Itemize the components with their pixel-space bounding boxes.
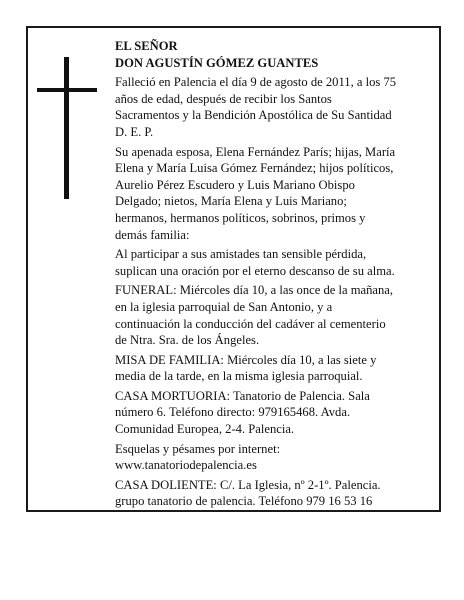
- text-line: grupo tanatorio de palencia. Teléfono 979 16 53 16: [115, 494, 373, 509]
- cross-icon: [37, 57, 97, 199]
- death-notice: [115, 74, 415, 140]
- text-line: Esquelas y pésames por internet:: [115, 441, 281, 456]
- text-line: Su apenada esposa, Elena Fernández París; hijas, María: [115, 144, 396, 159]
- text-line: hermanos, hermanos políticos, sobrinos, primos y: [115, 210, 366, 225]
- text-line: Aurelio Pérez Escudero y Luis Mariano Obispo: [115, 177, 355, 192]
- text-line: FUNERAL: Miércoles día 10, a las once de la mañana,: [115, 283, 394, 298]
- text-line: Comunidad Europea, 2-4. Palencia.: [115, 422, 295, 437]
- cross-horizontal-bar: [37, 88, 97, 92]
- cross-vertical-bar: [64, 57, 69, 199]
- family-mass-info: [115, 352, 415, 385]
- text-line: CASA DOLIENTE: C/. La Iglesia, nº 2-1º. Palencia.: [115, 477, 381, 492]
- text-line: demás familia:: [115, 227, 190, 242]
- text-line: años de edad, después de recibir los Santos: [115, 91, 332, 106]
- text-line: Delgado; nietos, María Elena y Luis Mariano;: [115, 194, 347, 209]
- text-line: continuación la conducción del cadáver al cementerio: [115, 316, 386, 331]
- text-line: de Ntra. Sra. de los Ángeles.: [115, 333, 260, 348]
- funeral-info: [115, 282, 415, 348]
- family-list: [115, 144, 415, 244]
- obituary-text: [115, 38, 415, 510]
- funeral-home-info: [115, 388, 415, 438]
- prayer-request: [115, 246, 415, 279]
- deceased-name: DON AGUSTÍN GÓMEZ GUANTES: [115, 55, 319, 70]
- family-home-info: [115, 477, 415, 510]
- text-line: MISA DE FAMILIA: Miércoles día 10, a las siete y: [115, 352, 377, 367]
- text-line: CASA MORTUORIA: Tanatorio de Palencia. Sala: [115, 388, 370, 403]
- text-line: número 6. Teléfono directo: 979165468. Avda.: [115, 405, 351, 420]
- heading-title: EL SEÑOR: [115, 39, 178, 53]
- text-line: suplican una oración por el eterno descanso de su alma.: [115, 263, 395, 278]
- online-condolences: [115, 441, 415, 474]
- text-line: Sacramentos y la Bendición Apostólica de Su Santidad: [115, 108, 392, 123]
- text-line: en la iglesia parroquial de San Antonio, y a: [115, 299, 333, 314]
- text-line: Elena y María Luisa Gómez Fernández; hijos políticos,: [115, 161, 394, 176]
- website-link: www.tanatoriodepalencia.es: [115, 458, 257, 473]
- text-line: Falleció en Palencia el día 9 de agosto de 2011, a los 75: [115, 75, 397, 90]
- text-line: media de la tarde, en la misma iglesia parroquial.: [115, 369, 363, 384]
- text-line: D. E. P.: [115, 124, 154, 139]
- text-line: Al participar a sus amistades tan sensible pérdida,: [115, 247, 367, 262]
